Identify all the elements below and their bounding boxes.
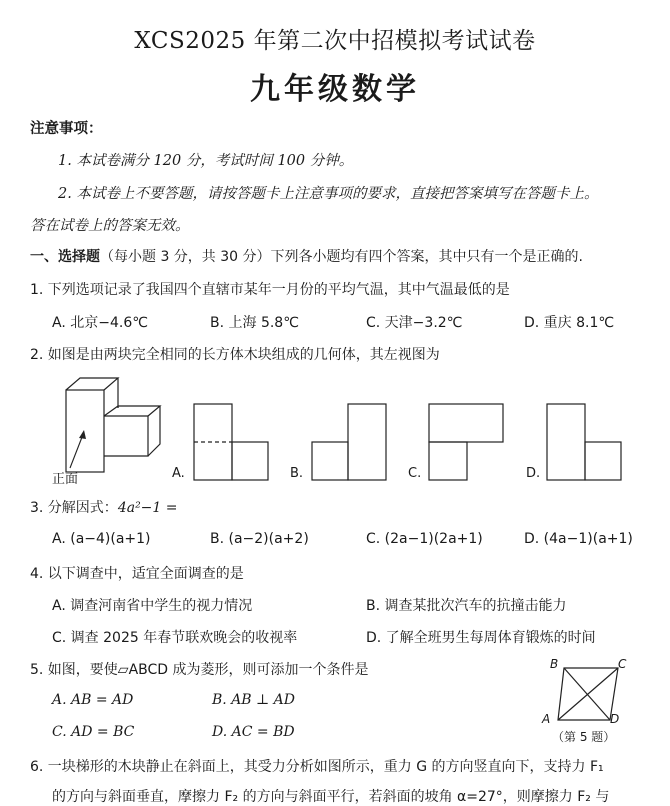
q1-option-b: B. 上海 5.8℃ xyxy=(210,315,299,331)
q5-vertex-a: A xyxy=(542,712,551,726)
q5-parallelogram-figure xyxy=(556,664,616,724)
q3-option-a: A. (a−4)(a+1) xyxy=(52,531,151,547)
q4-option-d: D. 了解全班男生每周体育锻炼的时间 xyxy=(366,630,596,646)
q5-vertex-b: B xyxy=(550,657,559,671)
q5-option-a: A. AB = AD xyxy=(52,692,134,708)
q2-view-d xyxy=(545,402,625,482)
q4-stem: 4. 以下调查中，适宜全面调查的是 xyxy=(30,566,244,582)
q5-option-b: B. AB ⊥ AD xyxy=(212,692,295,708)
exam-subtitle: 九年级数学 xyxy=(250,72,420,107)
notice-item-2: 2. 本试卷上不要答题，请按答题卡上注意事项的要求，直接把答案填写在答题卡上。 xyxy=(58,186,599,202)
q1-stem: 1. 下列选项记录了我国四个直辖市某年一月份的平均气温，其中气温最低的是 xyxy=(30,282,510,298)
notice-item-2-cont: 答在试卷上的答案无效。 xyxy=(30,218,190,234)
section-heading-line xyxy=(30,246,583,266)
q6-line-2: 的方向与斜面垂直，摩擦力 F₂ 的方向与斜面平行，若斜面的坡角 α=27°，则摩擦力 F₂ 与 xyxy=(52,789,610,805)
q5-stem: 5. 如图，要使▱ABCD 成为菱形，则可添加一个条件是 xyxy=(30,662,369,678)
q4-option-a: A. 调查河南省中学生的视力情况 xyxy=(52,598,253,614)
q2-label-c: C. xyxy=(408,466,422,481)
section-description: （每小题 3 分，共 30 分）下列各小题均有四个答案，其中只有一个是正确的. xyxy=(100,249,583,265)
q5-option-d: D. AC = BD xyxy=(212,724,295,740)
q3-option-b: B. (a−2)(a+2) xyxy=(210,531,309,547)
section-heading: 一、选择题 xyxy=(30,249,100,265)
q5-vertex-c: C xyxy=(618,657,627,671)
q2-stem: 2. 如图是由两块完全相同的长方体木块组成的几何体，其左视图为 xyxy=(30,347,440,363)
q2-view-c xyxy=(427,402,507,482)
q2-label-b: B. xyxy=(290,466,304,481)
q2-label-d: D. xyxy=(526,466,541,481)
q2-view-b xyxy=(310,402,390,482)
q3-option-d: D. (4a−1)(a+1) xyxy=(524,531,633,547)
q4-option-b: B. 调查某批次汽车的抗撞击能力 xyxy=(366,598,567,614)
q2-view-a xyxy=(190,402,270,482)
q5-vertex-d: D xyxy=(610,712,620,726)
q2-front-label: 正面 xyxy=(52,472,79,487)
q3-option-c: C. (2a−1)(2a+1) xyxy=(366,531,483,547)
q4-option-c: C. 调查 2025 年春节联欢晚会的收视率 xyxy=(52,630,298,646)
notice-heading: 注意事项： xyxy=(30,121,103,137)
q3-stem-prefix: 3. 分解因式： xyxy=(30,500,118,516)
q5-option-c: C. AD = BC xyxy=(52,724,135,740)
q1-option-a: A. 北京−4.6℃ xyxy=(52,315,148,331)
exam-title: XCS2025 年第二次中招模拟考试试卷 xyxy=(134,28,536,54)
q6-line-1: 6. 一块梯形的木块静止在斜面上，其受力分析如图所示，重力 G 的方向竖直向下，支持力 F₁ xyxy=(30,759,604,775)
q1-option-c: C. 天津−3.2℃ xyxy=(366,315,463,331)
q3-stem-expression: 4a²−1 = xyxy=(117,500,178,516)
q1-option-d: D. 重庆 8.1℃ xyxy=(524,315,615,331)
notice-item-1: 1. 本试卷满分 120 分，考试时间 100 分钟。 xyxy=(58,153,354,169)
q5-figure-caption: （第 5 题） xyxy=(552,730,616,744)
q3-stem xyxy=(30,497,178,517)
q2-label-a: A. xyxy=(172,466,185,481)
